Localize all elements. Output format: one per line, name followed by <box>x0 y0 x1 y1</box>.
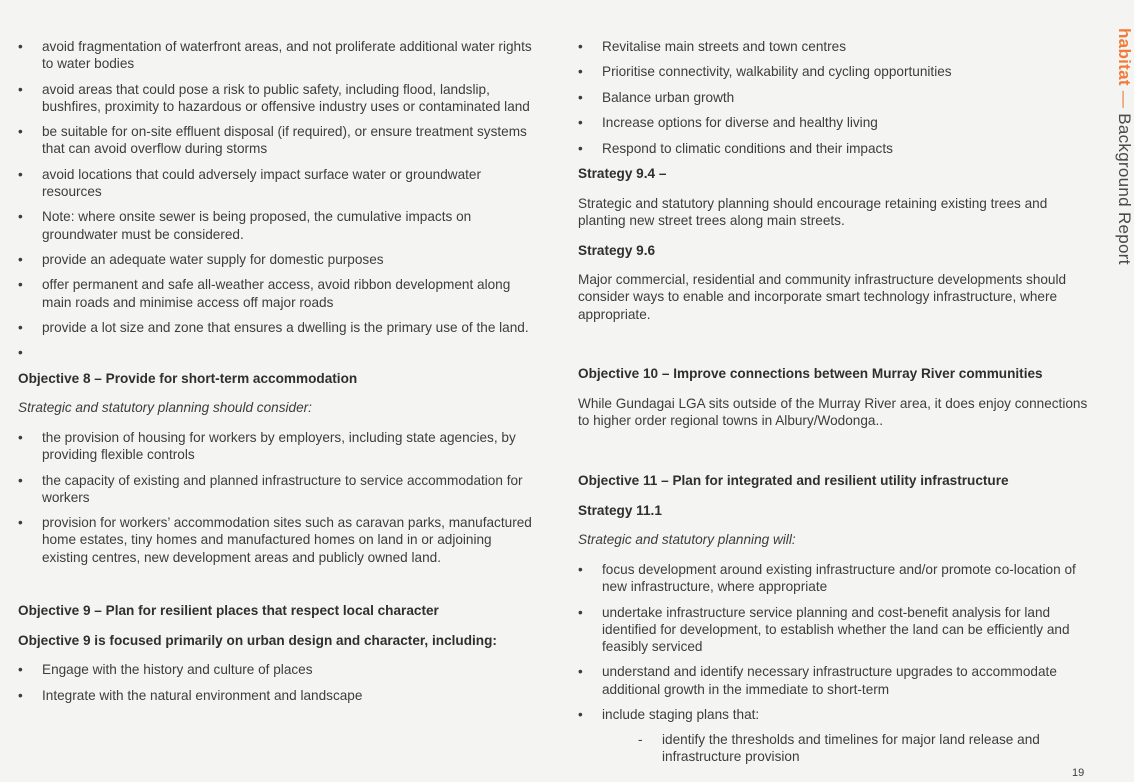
right-top-bullet-list <box>578 38 1090 157</box>
list-item: • be suitable for on-site effluent disposal (if required), or ensure treatment systems that can avoid overflow during storms <box>18 123 533 157</box>
objective-11-bullet-list <box>578 561 1090 766</box>
objective-9-subheading: Objective 9 is focused primarily on urban design and character, including: <box>18 632 497 648</box>
list-item: • Integrate with the natural environment and landscape <box>18 687 533 704</box>
report-subtitle: Background Report <box>1115 113 1134 265</box>
list-item: • avoid locations that could adversely impact surface water or groundwater resources <box>18 166 533 200</box>
list-item: • Balance urban growth <box>578 89 1090 106</box>
sub-list-item: - identify the thresholds and timelines for major land release and infrastructure provision <box>638 731 1090 765</box>
objective-10-heading: Objective 10 – Improve connections between Murray River communities <box>578 366 1043 382</box>
left-column <box>18 38 533 712</box>
staging-sub-list <box>602 731 1090 765</box>
objective-8-bullet-list <box>18 429 533 566</box>
list-item <box>578 706 1090 766</box>
list-item: • undertake infrastructure service planning and cost-benefit analysis for land identified for development, to establish whether the land can be efficiently and feasibly serviced <box>578 604 1090 656</box>
list-item-text: include staging plans that: <box>602 707 760 723</box>
list-item: • Respond to climatic conditions and their impacts <box>578 140 1090 157</box>
strategy-9-6-heading: Strategy 9.6 <box>578 242 656 258</box>
strategy-11-1-heading: Strategy 11.1 <box>578 502 662 518</box>
objective-10-text: While Gundagai LGA sits outside of the Murray River area, it does enjoy connections to higher order regional towns in Albury/Wodonga.. <box>578 396 1088 429</box>
list-item: • provide an adequate water supply for domestic purposes <box>18 251 533 268</box>
strategy-9-4-text: Strategic and statutory planning should encourage retaining existing trees and planting new street trees along main streets. <box>578 195 1048 228</box>
strategy-9-6-text: Major commercial, residential and community infrastructure developments should consider ways to enable and incorporate smart technology infrastructure, where appropriate. <box>578 272 1067 322</box>
list-item: • Engage with the history and culture of places <box>18 661 533 678</box>
list-item: • offer permanent and safe all-weather access, avoid ribbon development along main roads and minimise access off major roads <box>18 276 533 310</box>
objective-8-heading: Objective 8 – Provide for short-term accommodation <box>18 370 358 386</box>
list-item: • provision for workers’ accommodation sites such as caravan parks, manufactured home estates, tiny homes and manufactured homes on land in or adjoining existing centres, new development areas and publicly owned land. <box>18 514 533 566</box>
objective-9-heading: Objective 9 – Plan for resilient places that respect local character <box>18 602 439 618</box>
right-column <box>578 38 1090 774</box>
list-item: • focus development around existing infrastructure and/or promote co-location of new infrastructure, where appropriate <box>578 561 1090 595</box>
list-item: • Increase options for diverse and healthy living <box>578 114 1090 131</box>
list-item: • understand and identify necessary infrastructure upgrades to accommodate additional growth in the immediate to short-term <box>578 663 1090 697</box>
list-item: • avoid fragmentation of waterfront areas, and not proliferate additional water rights to water bodies <box>18 38 533 72</box>
objective-11-heading: Objective 11 – Plan for integrated and resilient utility infrastructure <box>578 472 1009 488</box>
list-item: • Note: where onsite sewer is being proposed, the cumulative impacts on groundwater must be considered. <box>18 208 533 242</box>
list-item: • provide a lot size and zone that ensures a dwelling is the primary use of the land. <box>18 319 533 336</box>
objective-11-intro: Strategic and statutory planning will: <box>578 532 796 548</box>
list-item: • the capacity of existing and planned infrastructure to service accommodation for workers <box>18 472 533 506</box>
list-item-empty <box>18 344 533 361</box>
list-item: • the provision of housing for workers by employers, including state agencies, by providing flexible controls <box>18 429 533 463</box>
objective-9-bullet-list <box>18 661 533 704</box>
title-separator: — <box>1115 90 1134 109</box>
list-item: • Prioritise connectivity, walkability and cycling opportunities <box>578 63 1090 80</box>
list-item: • Revitalise main streets and town centres <box>578 38 1090 55</box>
left-top-bullet-list <box>18 38 533 361</box>
list-item: • avoid areas that could pose a risk to public safety, including flood, landslip, bushfires, proximity to hazardous or offensive industry uses or contaminated land <box>18 81 533 115</box>
strategy-9-4-heading: Strategy 9.4 – <box>578 165 667 181</box>
objective-8-intro: Strategic and statutory planning should consider: <box>18 400 312 416</box>
report-side-title <box>1114 28 1134 265</box>
brand-logo-text: habitat <box>1115 28 1134 86</box>
page-number: 19 <box>1072 767 1085 779</box>
